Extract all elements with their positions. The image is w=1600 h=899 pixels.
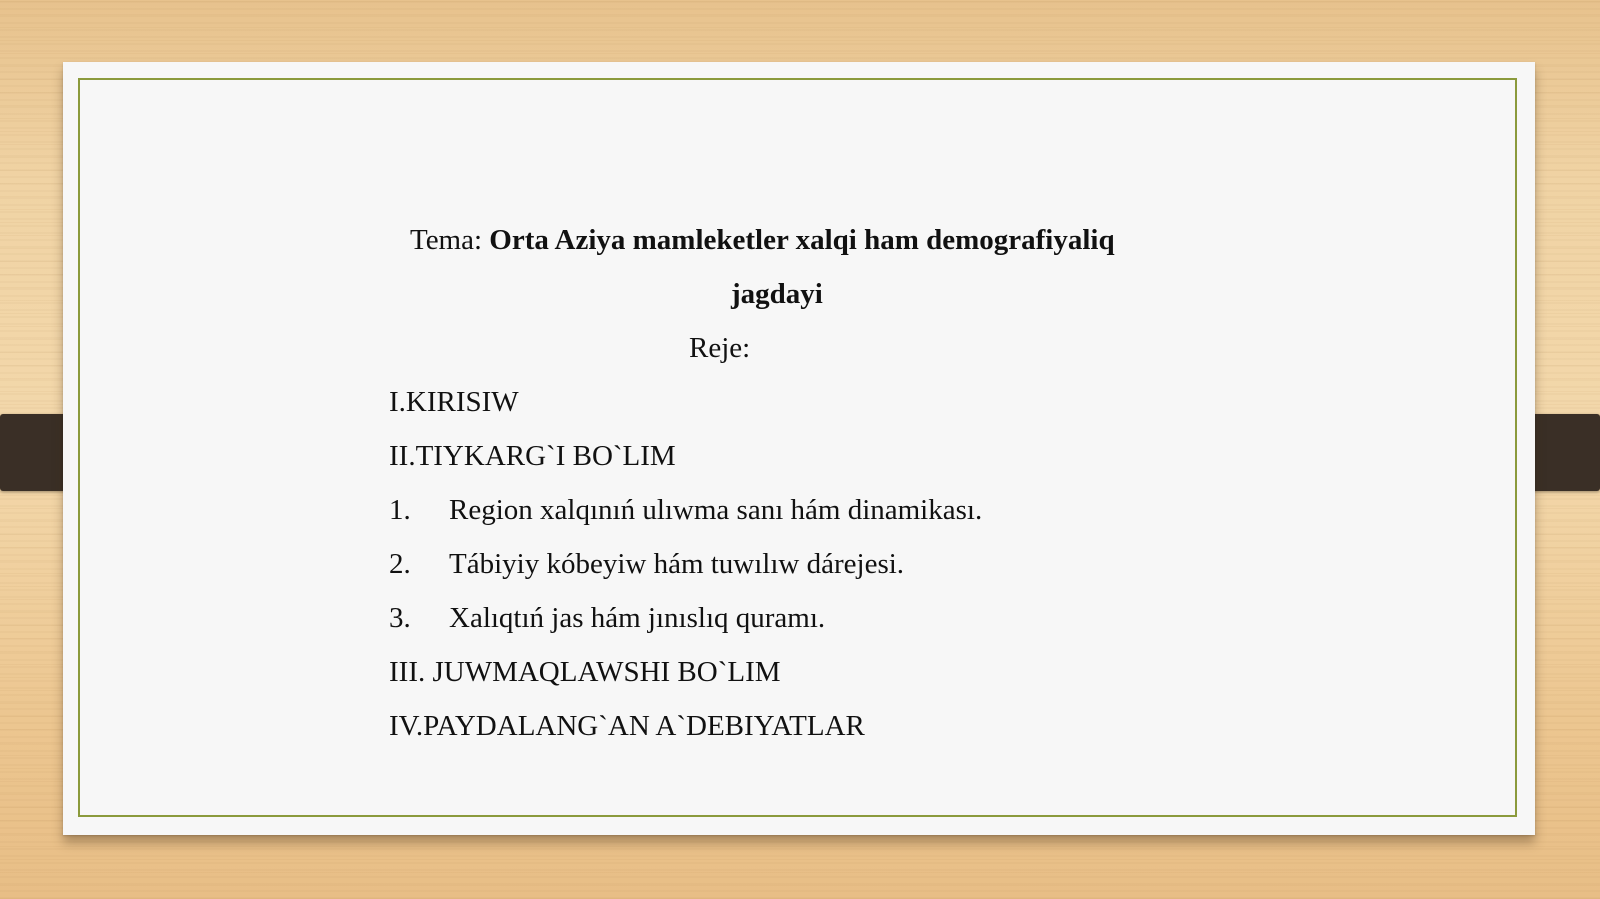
slide-frame-border <box>78 78 1517 817</box>
list-item-number: 1. <box>389 494 411 526</box>
section-main: II.TIYKARG`I BO`LIM <box>389 440 676 472</box>
list-item-text: Xalıqtıń jas hám jınıslıq quramı. <box>449 602 826 634</box>
list-item-number: 2. <box>389 548 411 580</box>
list-item-number: 3. <box>389 602 411 634</box>
section-references: IV.PAYDALANG`AN A`DEBIYATLAR <box>389 710 865 742</box>
section-intro: I.KIRISIW <box>389 386 519 418</box>
slide-title-line2: jagdayi <box>731 278 823 310</box>
title-prefix: Tema: <box>410 224 483 256</box>
list-item-text: Tábiyiy kóbeyiw hám tuwılıw dárejesi. <box>449 548 905 580</box>
title-bold-text: Orta Aziya mamleketler xalqi ham demografiyaliq <box>489 224 1115 256</box>
list-item-text: Region xalqınıń ulıwma sanı hám dinamikası. <box>449 494 983 526</box>
section-conclusion: III. JUWMAQLAWSHI BO`LIM <box>389 656 781 688</box>
plan-heading: Reje: <box>689 332 751 364</box>
slide-title-line1 <box>410 223 1115 257</box>
